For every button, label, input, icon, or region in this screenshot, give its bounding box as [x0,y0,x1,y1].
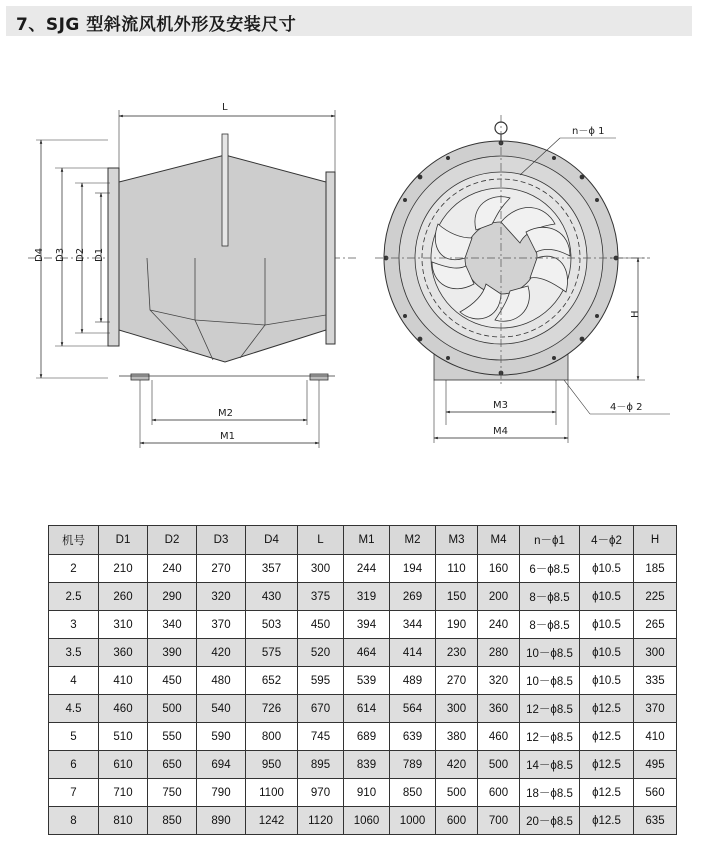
label-4-phi2: 4－ϕ 2 [610,402,643,413]
table-cell: 950 [246,751,298,779]
table-cell: 670 [298,695,344,723]
table-cell: 510 [99,723,148,751]
table-cell: 357 [246,555,298,583]
table-cell: 789 [390,751,436,779]
table-cell: 194 [390,555,436,583]
table-cell: 1000 [390,807,436,835]
table-cell: 6 [49,751,99,779]
table-cell: 3 [49,611,99,639]
table-cell: ϕ10.5 [580,639,634,667]
table-cell: 1100 [246,779,298,807]
table-cell: 360 [99,639,148,667]
table-row [49,611,677,639]
table-row [49,807,677,835]
table-cell: 500 [478,751,520,779]
table-cell: 1060 [344,807,390,835]
table-cell: ϕ12.5 [580,695,634,723]
table-cell: 269 [390,583,436,611]
table-cell: ϕ10.5 [580,667,634,695]
table-cell: 290 [148,583,197,611]
table-cell: 410 [634,723,677,751]
table-cell: 240 [148,555,197,583]
table-cell: 810 [99,807,148,835]
table-cell: 244 [344,555,390,583]
table-cell: 850 [148,807,197,835]
label-D4: D4 [34,247,45,262]
table-cell: 394 [344,611,390,639]
table-cell: 375 [298,583,344,611]
table-cell: 895 [298,751,344,779]
label-M4: M4 [493,426,508,437]
table-header-row [49,526,677,555]
table-cell: ϕ10.5 [580,583,634,611]
table-cell: 689 [344,723,390,751]
table-cell: ϕ12.5 [580,779,634,807]
table-cell: 890 [197,807,246,835]
table-cell: ϕ10.5 [580,611,634,639]
table-cell: 635 [634,807,677,835]
table-cell: 8－ϕ8.5 [520,583,580,611]
table-cell: 12－ϕ8.5 [520,723,580,751]
table-cell: 335 [634,667,677,695]
header-cell: D1 [99,526,148,555]
table-cell: 420 [197,639,246,667]
table-cell: 540 [197,695,246,723]
header-cell: M3 [436,526,478,555]
table-cell: 300 [634,639,677,667]
label-M2: M2 [218,408,233,419]
label-D1: D1 [94,247,105,262]
table-cell: 5 [49,723,99,751]
header-cell: L [298,526,344,555]
table-cell: 500 [148,695,197,723]
table-cell: 4.5 [49,695,99,723]
table-cell: 110 [436,555,478,583]
table-cell: ϕ12.5 [580,807,634,835]
table-row [49,667,677,695]
table-row [49,639,677,667]
header-cell: D4 [246,526,298,555]
table-cell: 2.5 [49,583,99,611]
table-cell: 340 [148,611,197,639]
table-cell: 460 [99,695,148,723]
side-view [28,102,358,448]
table-cell: 10－ϕ8.5 [520,639,580,667]
header-cell: 机号 [49,526,99,555]
table-cell: ϕ12.5 [580,751,634,779]
table-row [49,555,677,583]
label-M1: M1 [220,431,235,442]
table-cell: 595 [298,667,344,695]
table-cell: ϕ12.5 [580,723,634,751]
table-cell: 430 [246,583,298,611]
table-cell: 18－ϕ8.5 [520,779,580,807]
label-H: H [630,310,641,318]
table-row [49,751,677,779]
table-row [49,723,677,751]
table-cell: 520 [298,639,344,667]
table-cell: 270 [436,667,478,695]
table-row [49,695,677,723]
table-cell: 420 [436,751,478,779]
table-body [49,555,677,835]
table-cell: 790 [197,779,246,807]
table-cell: 600 [478,779,520,807]
table-cell: 1120 [298,807,344,835]
table-cell: 10－ϕ8.5 [520,667,580,695]
table-cell: 370 [634,695,677,723]
table-cell: 320 [197,583,246,611]
table-cell: 850 [390,779,436,807]
table-cell: 300 [298,555,344,583]
table-cell: 639 [390,723,436,751]
header-cell: n－ϕ1 [520,526,580,555]
table-cell: 450 [298,611,344,639]
table-cell: 390 [148,639,197,667]
label-D2: D2 [75,247,86,262]
table-cell: 614 [344,695,390,723]
title-bar [6,6,692,36]
table-cell: 590 [197,723,246,751]
table-cell: 652 [246,667,298,695]
table-cell: 550 [148,723,197,751]
table-cell: 8－ϕ8.5 [520,611,580,639]
table-cell: 20－ϕ8.5 [520,807,580,835]
table-cell: 344 [390,611,436,639]
table-cell: 2 [49,555,99,583]
table-cell: 839 [344,751,390,779]
table-cell: 726 [246,695,298,723]
label-n-phi1: n－ϕ 1 [572,126,605,137]
table-cell: 710 [99,779,148,807]
table-cell: 575 [246,639,298,667]
table-cell: 694 [197,751,246,779]
table-cell: 600 [436,807,478,835]
table-cell: 480 [197,667,246,695]
table-cell: 650 [148,751,197,779]
fan-drawing [0,80,720,460]
table-cell: 910 [344,779,390,807]
table-cell: 414 [390,639,436,667]
table-cell: 185 [634,555,677,583]
table-cell: 200 [478,583,520,611]
table-row [49,583,677,611]
table-cell: 12－ϕ8.5 [520,695,580,723]
header-cell: M4 [478,526,520,555]
header-cell: D2 [148,526,197,555]
front-view [375,115,670,443]
table-cell: 564 [390,695,436,723]
table-cell: 265 [634,611,677,639]
table-row [49,779,677,807]
table-cell: 150 [436,583,478,611]
table-cell: 320 [478,667,520,695]
table-cell: 210 [99,555,148,583]
table-cell: 4 [49,667,99,695]
table-cell: 360 [478,695,520,723]
table-cell: 370 [197,611,246,639]
table-cell: 450 [148,667,197,695]
table-cell: 310 [99,611,148,639]
table-cell: 970 [298,779,344,807]
table-cell: 464 [344,639,390,667]
table-cell: 1242 [246,807,298,835]
table-cell: 230 [436,639,478,667]
spec-table [48,525,677,835]
table-cell: 280 [478,639,520,667]
table-cell: 610 [99,751,148,779]
table-cell: 560 [634,779,677,807]
table-cell: 750 [148,779,197,807]
table-cell: 160 [478,555,520,583]
table-cell: 410 [99,667,148,695]
table-cell: 380 [436,723,478,751]
label-L: L [222,102,228,113]
table-cell: 260 [99,583,148,611]
table-cell: 8 [49,807,99,835]
table-cell: 460 [478,723,520,751]
table-cell: 300 [436,695,478,723]
table-cell: 270 [197,555,246,583]
label-M3: M3 [493,400,508,411]
page-title: 7、SJG 型斜流风机外形及安装尺寸 [16,15,297,35]
table-cell: 500 [436,779,478,807]
table-cell: 489 [390,667,436,695]
table-cell: 7 [49,779,99,807]
table-cell: 800 [246,723,298,751]
table-cell: 745 [298,723,344,751]
table-cell: 225 [634,583,677,611]
table-cell: 190 [436,611,478,639]
table-cell: 539 [344,667,390,695]
header-cell: 4－ϕ2 [580,526,634,555]
table-cell: 495 [634,751,677,779]
label-D3: D3 [55,247,66,262]
header-cell: D3 [197,526,246,555]
table-cell: 6－ϕ8.5 [520,555,580,583]
table-cell: ϕ10.5 [580,555,634,583]
header-cell: M2 [390,526,436,555]
table-cell: 319 [344,583,390,611]
table-cell: 503 [246,611,298,639]
header-cell: M1 [344,526,390,555]
table-cell: 14－ϕ8.5 [520,751,580,779]
header-cell: H [634,526,677,555]
table-cell: 700 [478,807,520,835]
table-cell: 240 [478,611,520,639]
table-cell: 3.5 [49,639,99,667]
